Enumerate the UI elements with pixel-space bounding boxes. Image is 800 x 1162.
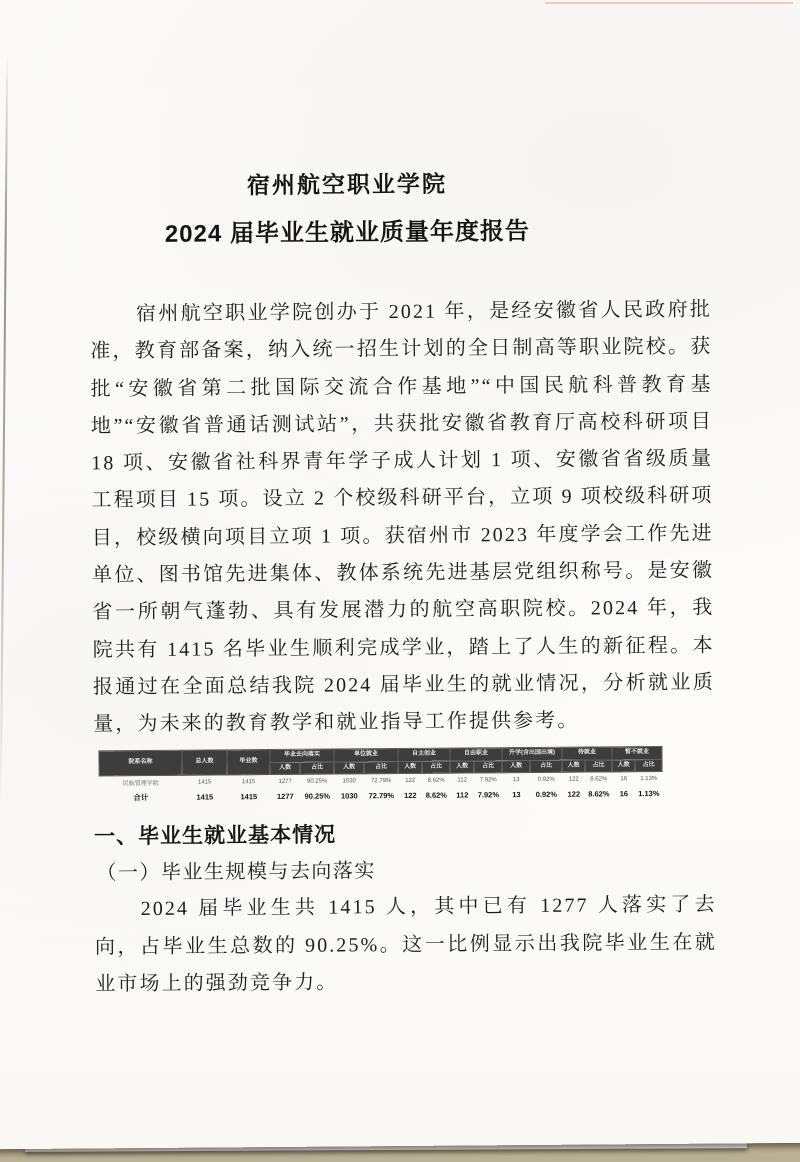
table-cell: 8.62% bbox=[588, 788, 610, 799]
table-group-header-cell: 自由职业 bbox=[450, 748, 502, 761]
table-cell: 16 bbox=[620, 775, 628, 782]
table-row-name-cell: 民航管理学院 bbox=[122, 780, 159, 788]
table-row-name-cell: 合计 bbox=[133, 792, 149, 802]
table-header-cell: 总人数 bbox=[182, 750, 227, 775]
table-subheader-cell: 占比 bbox=[364, 762, 398, 774]
subsection-heading: （一）毕业生规模与去向落实 bbox=[96, 860, 376, 885]
table-subheader-cell: 人数 bbox=[270, 762, 300, 774]
section-heading: 一、毕业生就业基本情况 bbox=[94, 823, 337, 849]
intro-paragraph: 宿州航空职业学院创办于 2021 年，是经安徽省人民政府批准，教育部备案，纳入统一招生计划的全日制高等职业院校。获批“安徽省第二批国际交流合作基地”“中国民航科普教育基地”“安徽省普通话测试站”，共获批安徽省教育厅高校科研项目 18 项、安徽省社科界青年学子成人计划 1 项、安徽省省级质量工程项目 15 项。设立 2 个校级科研平台，立项 9 项校级科研项目，校级横向项目立项 1 项。获宿州市 2023 年度学会工作先进单位、图书馆先进集体、教体系统先进基层党组织称号。是安徽省一所朝气蓬勃、具有发展潜力的航空高职院校。2024 年，我院共有 1415 名毕业生顺利完成学业，踏上了人生的新征程。本报通过在全面总结我院 2024 届毕业生的就业情况，分析就业质量，为未来的教育教学和就业指导工作提供参考。 bbox=[90, 298, 716, 736]
table-cell: 1415 bbox=[197, 778, 212, 786]
table-cell: 72.79% bbox=[370, 777, 392, 784]
table-cell: 8.62% bbox=[425, 790, 447, 800]
table-body bbox=[99, 771, 662, 805]
table-cell: 72.79% bbox=[368, 790, 395, 800]
table-cell: 122 bbox=[568, 776, 579, 783]
table-cell: 1.13% bbox=[638, 788, 660, 798]
table-cell: 16 bbox=[619, 788, 629, 798]
report-title bbox=[0, 164, 705, 251]
table-subheader-cell: 人数 bbox=[334, 762, 364, 774]
table-cell: 122 bbox=[404, 790, 417, 800]
table-subheader-cell: 占比 bbox=[530, 760, 562, 772]
table-subheader-cell: 人数 bbox=[398, 761, 422, 773]
table-group-header-cell: 毕业去向落实 bbox=[270, 749, 334, 763]
table-header-cell: 毕业数 bbox=[227, 750, 270, 775]
table-cell: 112 bbox=[457, 776, 468, 784]
scale-paragraph: 2024 届毕业生共 1415 人，其中已有 1277 人落实了去向，占毕业生总数的 90.25%。这一比例显示出我院毕业生在就业市场上的强劲竞争力。 bbox=[94, 893, 718, 996]
table-cell: 1277 bbox=[276, 791, 294, 801]
table-cell: 1415 bbox=[196, 791, 214, 802]
table-cell: 0.92% bbox=[537, 776, 555, 783]
table-group-header-cell: 升学(含出国出境) bbox=[502, 747, 562, 760]
page-title-line2: 2024 届毕业生就业质量年度报告 bbox=[164, 217, 531, 248]
table-subheader-cell: 人数 bbox=[502, 760, 530, 772]
table-cell: 90.25% bbox=[306, 778, 328, 785]
table-cell: 1277 bbox=[278, 778, 292, 785]
table-subheader-cell: 占比 bbox=[474, 761, 502, 773]
table-subheader-cell: 人数 bbox=[612, 760, 635, 772]
table-cell: 8.62% bbox=[427, 777, 445, 784]
employment-table-wrap bbox=[98, 746, 661, 805]
table-row bbox=[99, 785, 662, 805]
paper-top-edge bbox=[545, 2, 793, 4]
table-cell: 0.92% bbox=[535, 789, 558, 799]
table-cell: 1415 bbox=[240, 791, 258, 801]
table-cell: 90.25% bbox=[304, 791, 331, 801]
table-cell: 112 bbox=[456, 789, 469, 800]
table-group-header-cell: 暂不就业 bbox=[612, 746, 662, 759]
table-cell: 122 bbox=[405, 777, 416, 784]
table-header-cell: 院系名称 bbox=[99, 750, 182, 776]
table-cell: 7.92% bbox=[479, 776, 497, 783]
table-cell: 1415 bbox=[241, 778, 256, 785]
table-subheader-cell: 占比 bbox=[635, 759, 662, 771]
employment-summary-table bbox=[98, 746, 663, 805]
table-cell: 1.13% bbox=[640, 775, 658, 782]
table-group-header-cell: 自主创业 bbox=[398, 748, 450, 761]
table-subheader-cell: 占比 bbox=[585, 760, 612, 772]
table-group-header-cell: 单位就业 bbox=[334, 749, 398, 763]
table-cell: 122 bbox=[567, 789, 581, 799]
table-cell: 7.92% bbox=[477, 789, 500, 799]
table-cell: 13 bbox=[512, 789, 521, 799]
table-cell: 8.62% bbox=[590, 775, 608, 783]
table-cell: 1030 bbox=[342, 777, 356, 784]
table-subheader-cell: 人数 bbox=[450, 761, 474, 773]
table-subheader-cell: 占比 bbox=[300, 762, 334, 774]
table-cell: 1030 bbox=[340, 790, 358, 800]
table-cell: 13 bbox=[512, 776, 520, 783]
table-subheader-cell: 占比 bbox=[422, 761, 450, 773]
table-group-header-cell: 待就业 bbox=[562, 747, 612, 760]
page-title-line1: 宿州航空职业学院 bbox=[246, 170, 448, 199]
table-subheader-cell: 人数 bbox=[562, 760, 585, 772]
